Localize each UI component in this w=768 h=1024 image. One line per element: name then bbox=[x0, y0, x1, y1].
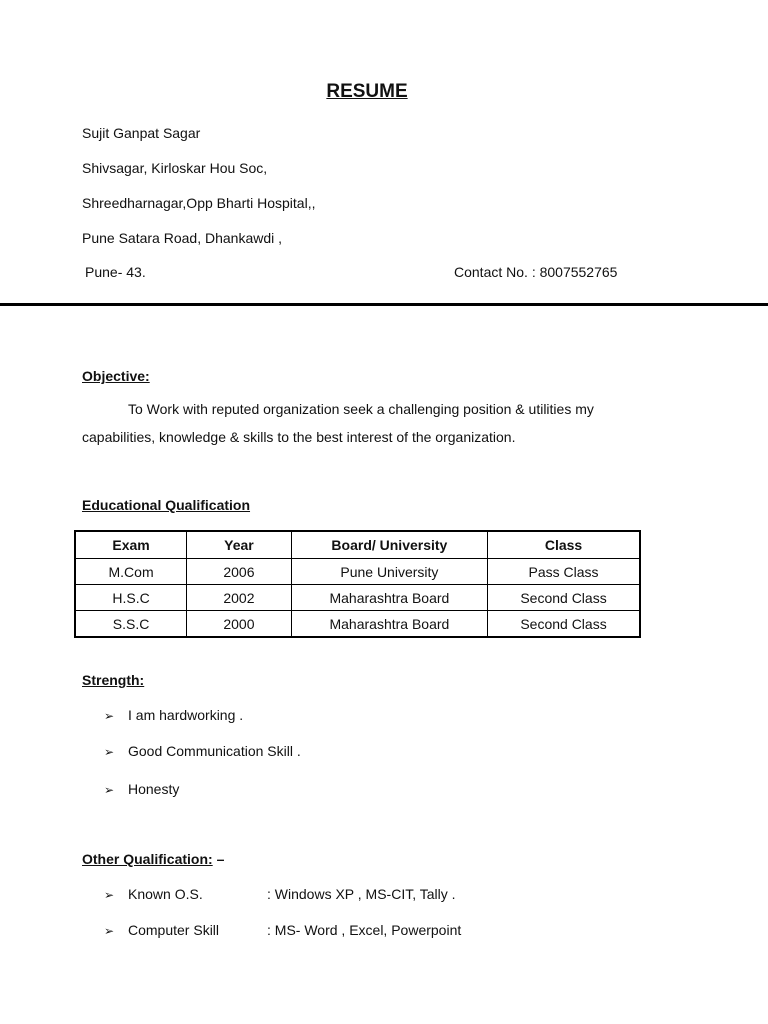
arrow-bullet-icon: ➢ bbox=[104, 924, 115, 938]
other-heading-dash: – bbox=[212, 851, 225, 867]
table-cell: S.S.C bbox=[75, 611, 187, 638]
other-item-value: : Windows XP , MS-CIT, Tally . bbox=[267, 886, 456, 902]
column-header: Year bbox=[187, 531, 292, 559]
other-heading-wrap bbox=[82, 851, 224, 867]
arrow-bullet-icon: ➢ bbox=[104, 888, 115, 902]
address-line-3: Pune Satara Road, Dhankawdi , bbox=[82, 230, 283, 246]
address-line-4: Pune- 43. bbox=[85, 264, 146, 280]
contact-number: Contact No. : 8007552765 bbox=[454, 264, 618, 280]
header-divider bbox=[0, 303, 768, 306]
resume-title: RESUME bbox=[326, 81, 408, 102]
column-header: Class bbox=[488, 531, 640, 559]
table-header-row bbox=[75, 531, 640, 559]
table-cell: 2000 bbox=[187, 611, 292, 638]
table-cell: Maharashtra Board bbox=[291, 611, 487, 638]
other-item-label: Known O.S. bbox=[128, 886, 203, 902]
objective-heading: Objective: bbox=[82, 368, 150, 384]
education-table bbox=[74, 530, 641, 638]
arrow-bullet-icon: ➢ bbox=[104, 745, 115, 759]
arrow-bullet-icon: ➢ bbox=[104, 709, 115, 723]
table-row bbox=[75, 559, 640, 585]
strength-heading: Strength: bbox=[82, 672, 145, 688]
table-cell: M.Com bbox=[75, 559, 187, 585]
table-cell: 2002 bbox=[187, 585, 292, 611]
table-cell: 2006 bbox=[187, 559, 292, 585]
candidate-name: Sujit Ganpat Sagar bbox=[82, 125, 201, 141]
strength-item: Good Communication Skill . bbox=[128, 743, 301, 759]
other-item-value: : MS- Word , Excel, Powerpoint bbox=[267, 922, 462, 938]
table-cell: Maharashtra Board bbox=[291, 585, 487, 611]
table-cell: H.S.C bbox=[75, 585, 187, 611]
column-header: Board/ University bbox=[291, 531, 487, 559]
column-header: Exam bbox=[75, 531, 187, 559]
address-line-1: Shivsagar, Kirloskar Hou Soc, bbox=[82, 160, 268, 176]
table-row bbox=[75, 611, 640, 638]
objective-line-1: To Work with reputed organization seek a challenging position & utilities my bbox=[128, 401, 594, 417]
education-heading: Educational Qualification bbox=[82, 497, 251, 513]
other-heading: Other Qualification: bbox=[82, 851, 213, 867]
arrow-bullet-icon: ➢ bbox=[104, 783, 115, 797]
strength-item: Honesty bbox=[128, 781, 180, 797]
other-item-label: Computer Skill bbox=[128, 922, 220, 938]
table-cell: Second Class bbox=[488, 585, 640, 611]
table-row bbox=[75, 585, 640, 611]
address-line-2: Shreedharnagar,Opp Bharti Hospital,, bbox=[82, 195, 316, 211]
table-cell: Pune University bbox=[291, 559, 487, 585]
table-cell: Pass Class bbox=[488, 559, 640, 585]
strength-item: I am hardworking . bbox=[128, 707, 244, 723]
objective-line-2: capabilities, knowledge & skills to the best interest of the organization. bbox=[82, 429, 516, 445]
table-cell: Second Class bbox=[488, 611, 640, 638]
